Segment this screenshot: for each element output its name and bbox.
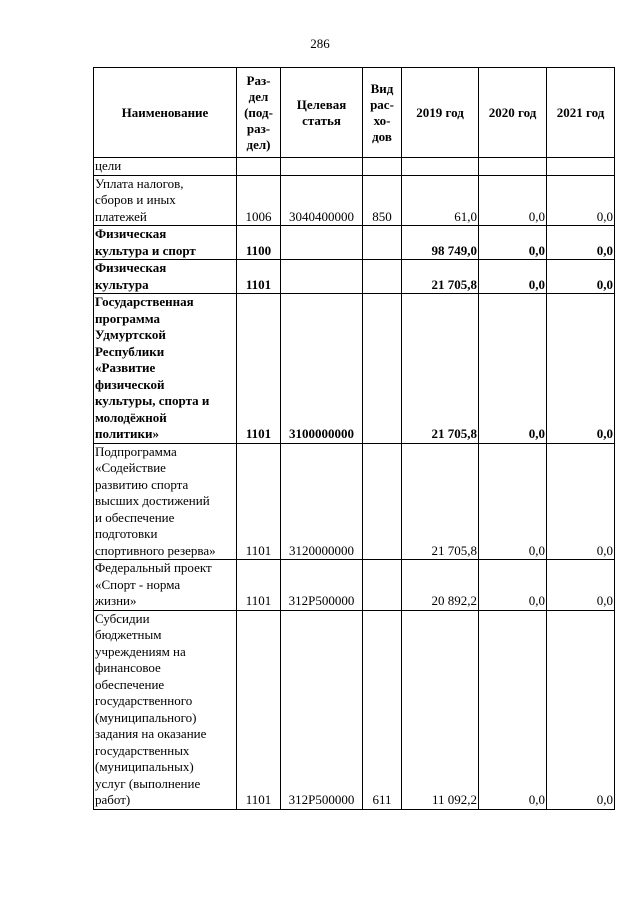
table-row [94, 175, 615, 226]
cell-target [281, 158, 363, 176]
cell-name: Физическая культура и спорт [94, 226, 237, 260]
cell-section: 1101 [237, 260, 281, 294]
cell-y2021: 0,0 [547, 294, 615, 444]
cell-target: 3120000000 [281, 443, 363, 560]
cell-section: 1100 [237, 226, 281, 260]
header-name: Наименование [94, 68, 237, 158]
cell-y2019: 21 705,8 [402, 260, 479, 294]
cell-target: 312P500000 [281, 610, 363, 809]
cell-type: 850 [363, 175, 402, 226]
header-2019: 2019 год [402, 68, 479, 158]
budget-table [93, 67, 615, 810]
page-number: 286 [310, 36, 330, 51]
cell-y2020 [479, 158, 547, 176]
header-target: Целевая статья [281, 68, 363, 158]
cell-name: цели [94, 158, 237, 176]
table-row [94, 294, 615, 444]
cell-type [363, 443, 402, 560]
cell-y2021: 0,0 [547, 443, 615, 560]
cell-section: 1101 [237, 560, 281, 611]
cell-name: Физическая культура [94, 260, 237, 294]
cell-y2020: 0,0 [479, 226, 547, 260]
table-row [94, 610, 615, 809]
cell-section: 1006 [237, 175, 281, 226]
cell-target: 312P500000 [281, 560, 363, 611]
cell-y2019: 21 705,8 [402, 294, 479, 444]
header-2021: 2021 год [547, 68, 615, 158]
cell-name: Подпрограмма «Содействие развитию спорта высших достижений и обеспечение подготовки спортивного резерва» [94, 443, 237, 560]
header-2020: 2020 год [479, 68, 547, 158]
cell-section [237, 158, 281, 176]
cell-type [363, 158, 402, 176]
cell-name: Субсидии бюджетным учреждениям на финансовое обеспечение государственного (муниципального) задания на оказание государственных (муниципальных) услуг (выполнение работ) [94, 610, 237, 809]
cell-y2021: 0,0 [547, 226, 615, 260]
cell-y2019 [402, 158, 479, 176]
cell-y2021: 0,0 [547, 175, 615, 226]
cell-y2019: 98 749,0 [402, 226, 479, 260]
cell-y2020: 0,0 [479, 260, 547, 294]
cell-y2021: 0,0 [547, 610, 615, 809]
cell-y2019: 21 705,8 [402, 443, 479, 560]
cell-y2019: 11 092,2 [402, 610, 479, 809]
cell-y2019: 20 892,2 [402, 560, 479, 611]
cell-y2020: 0,0 [479, 294, 547, 444]
header-row [94, 68, 615, 158]
table-row [94, 226, 615, 260]
cell-target [281, 260, 363, 294]
cell-y2021: 0,0 [547, 560, 615, 611]
table-row [94, 260, 615, 294]
cell-type [363, 260, 402, 294]
cell-y2021 [547, 158, 615, 176]
cell-y2021: 0,0 [547, 260, 615, 294]
cell-section: 1101 [237, 610, 281, 809]
table-row [94, 158, 615, 176]
header-section: Раз- дел (под- раз- дел) [237, 68, 281, 158]
cell-target: 3100000000 [281, 294, 363, 444]
cell-name: Федеральный проект «Спорт - норма жизни» [94, 560, 237, 611]
cell-type: 611 [363, 610, 402, 809]
cell-section: 1101 [237, 443, 281, 560]
cell-y2020: 0,0 [479, 175, 547, 226]
cell-name: Государственная программа Удмуртской Республики «Развитие физической культуры, спорта и молодёжной политики» [94, 294, 237, 444]
cell-name: Уплата налогов, сборов и иных платежей [94, 175, 237, 226]
cell-type [363, 226, 402, 260]
cell-y2020: 0,0 [479, 610, 547, 809]
cell-y2020: 0,0 [479, 560, 547, 611]
cell-target [281, 226, 363, 260]
header-type: Вид рас- хо- дов [363, 68, 402, 158]
table-row [94, 443, 615, 560]
cell-section: 1101 [237, 294, 281, 444]
cell-y2019: 61,0 [402, 175, 479, 226]
cell-type [363, 294, 402, 444]
cell-type [363, 560, 402, 611]
cell-y2020: 0,0 [479, 443, 547, 560]
table-row [94, 560, 615, 611]
table-body [94, 158, 615, 810]
cell-target: 3040400000 [281, 175, 363, 226]
